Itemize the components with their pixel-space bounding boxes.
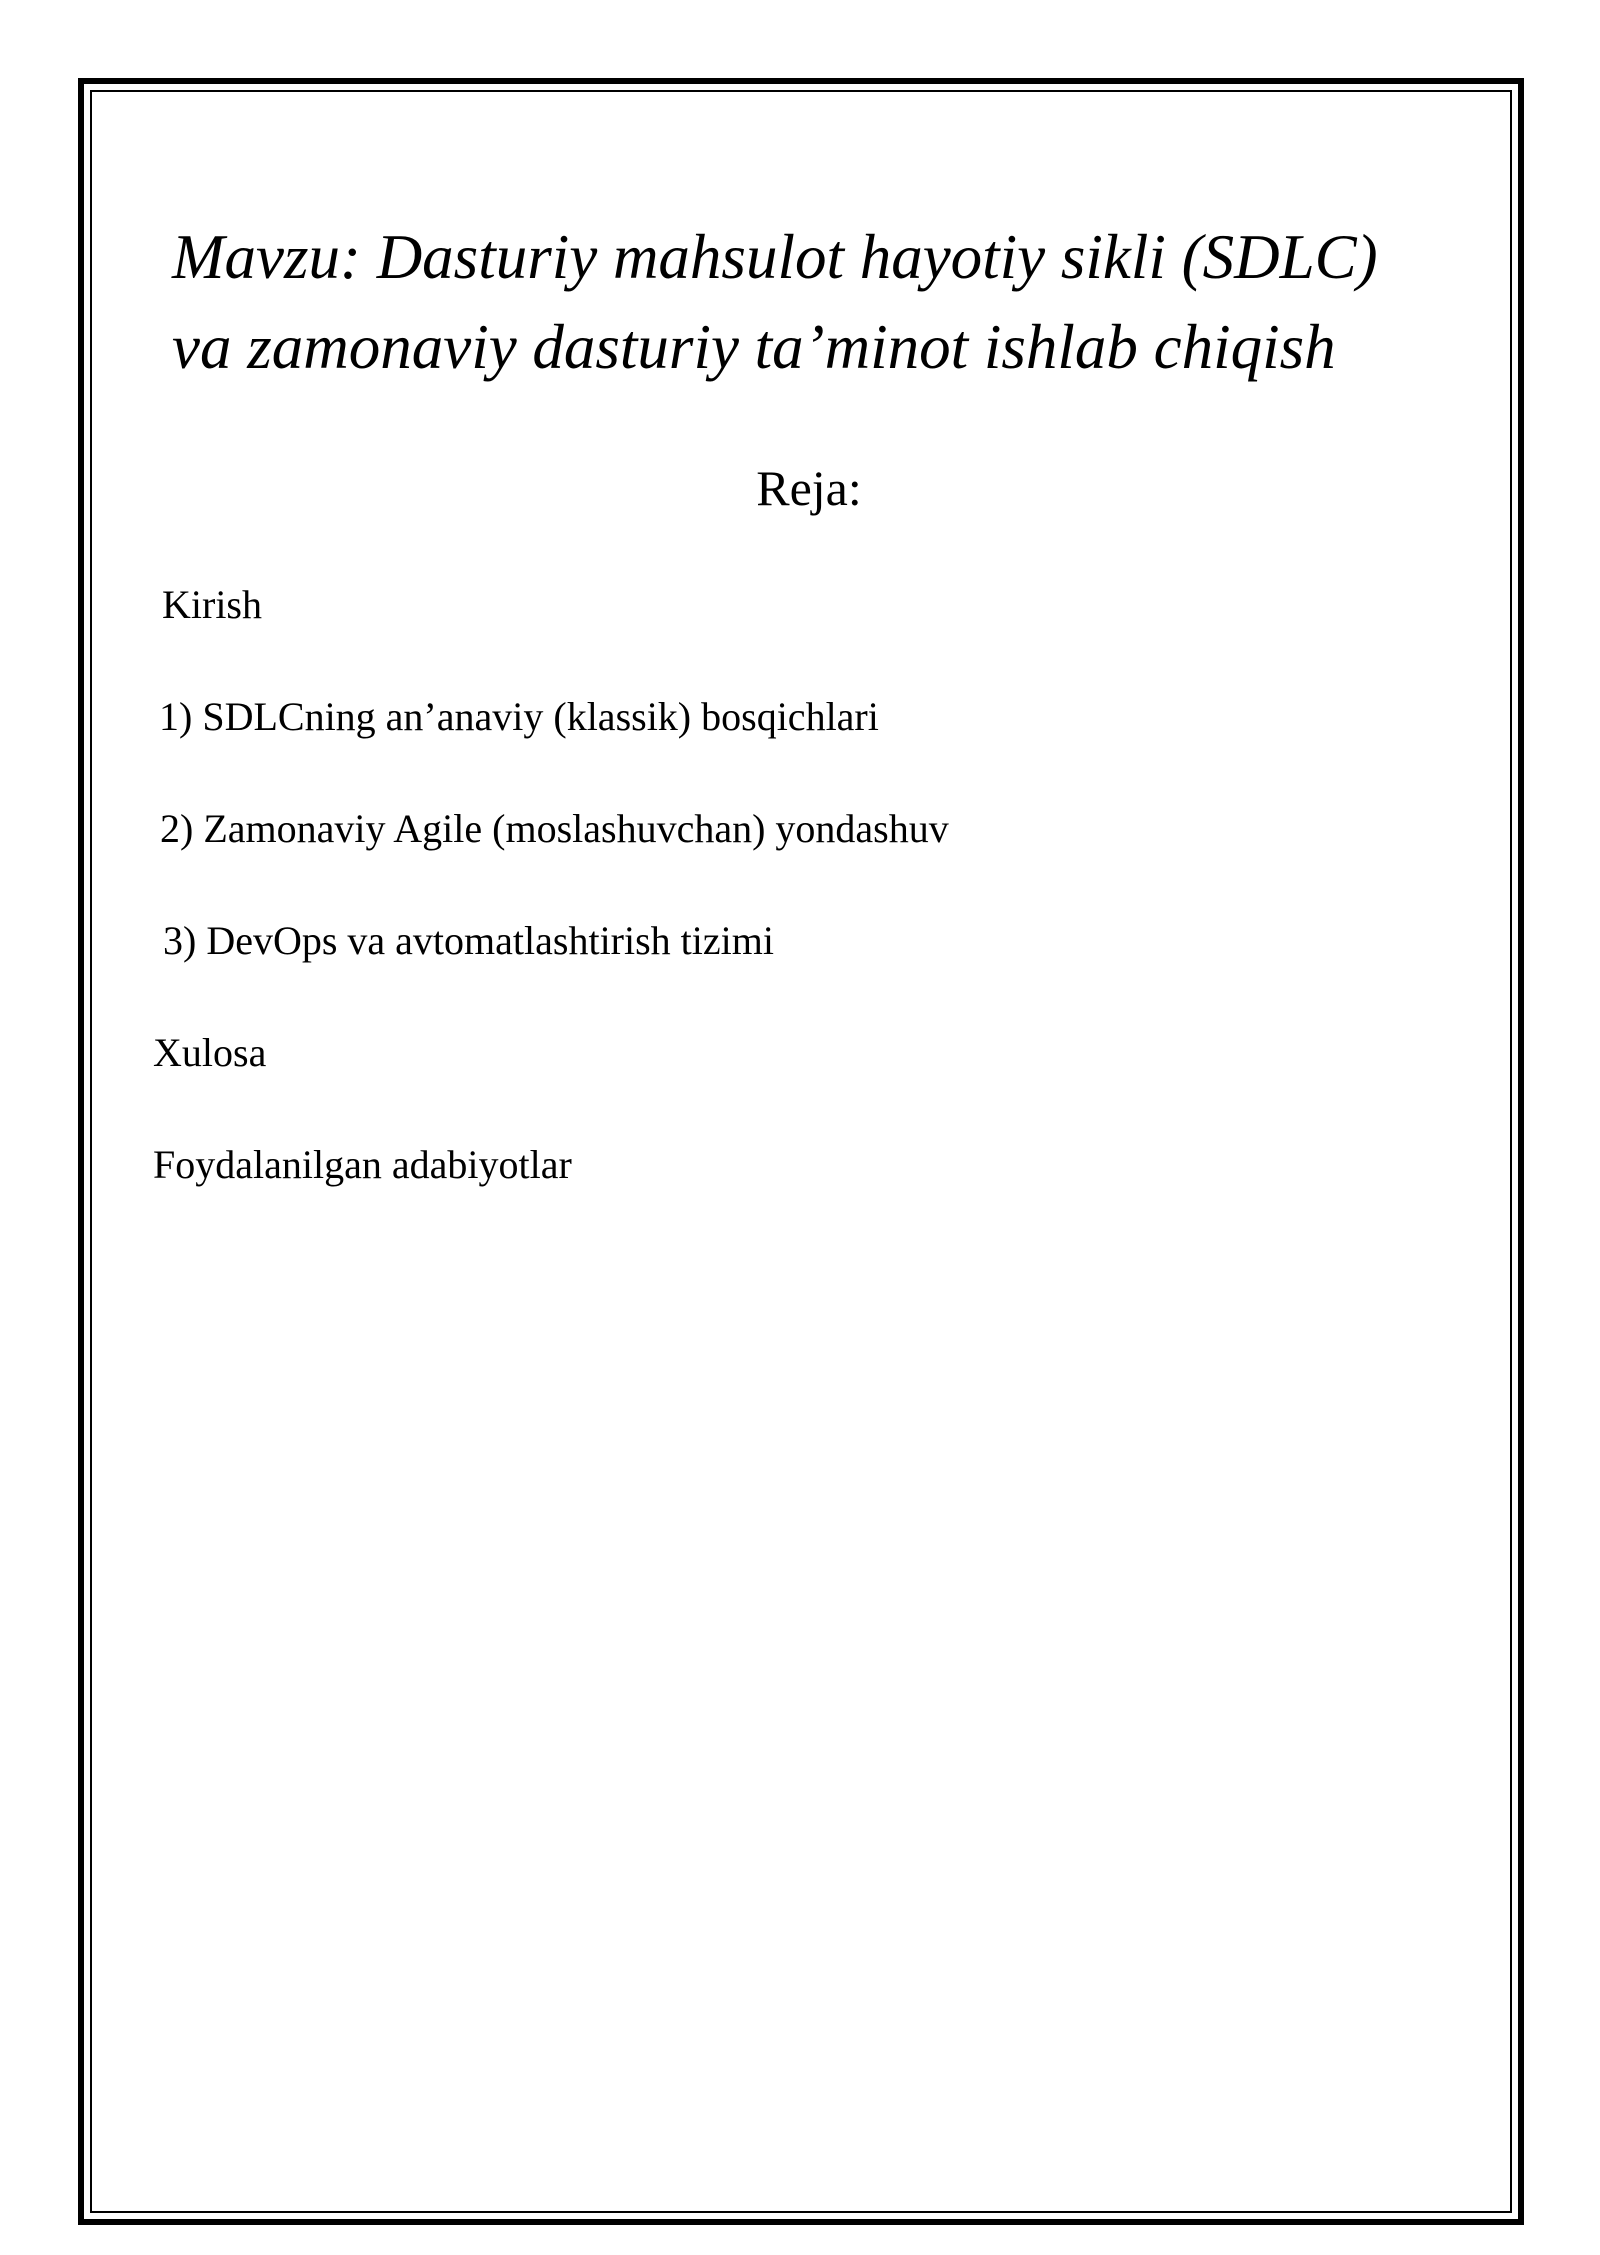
title-line-2: va zamonaviy dasturiy ta’minot ishlab chiqish	[172, 312, 1336, 382]
plan-item-2: 2) Zamonaviy Agile (moslashuvchan) yondashuv	[160, 806, 949, 851]
plan-item-3: 3) DevOps va avtomatlashtirish tizimi	[163, 918, 774, 963]
plan-item-1: 1) SDLCning an’anaviy (klassik) bosqichlari	[159, 694, 879, 739]
plan-item-introduction: Kirish	[162, 582, 262, 627]
title-line-1: Mavzu: Dasturiy mahsulot hayotiy sikli (SDLC)	[172, 222, 1378, 292]
plan-item-conclusion: Xulosa	[153, 1030, 267, 1075]
plan-heading: Reja:	[756, 460, 862, 516]
plan-item-references: Foydalanilgan adabiyotlar	[153, 1142, 572, 1187]
page-title	[172, 212, 1502, 392]
